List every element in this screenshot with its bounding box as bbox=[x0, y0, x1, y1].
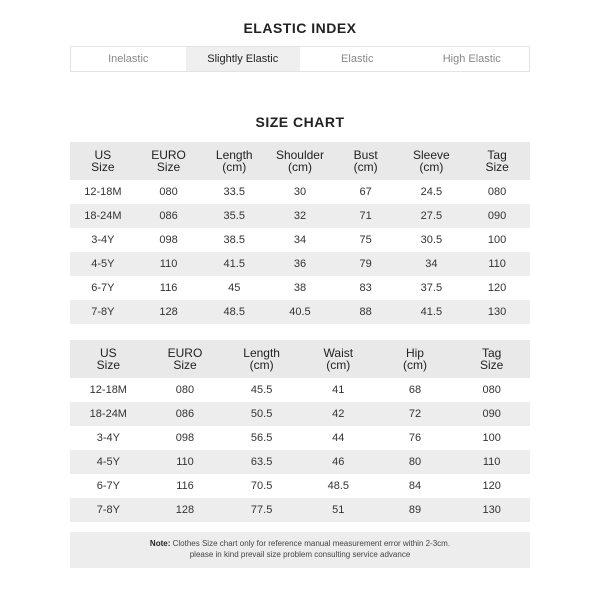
table-cell: 18-24M bbox=[84, 210, 122, 222]
table-cell: 80 bbox=[408, 456, 422, 468]
note-label: Note: bbox=[149, 539, 171, 548]
table-cell: 7-8Y bbox=[91, 306, 115, 318]
table-cell: 75 bbox=[359, 234, 372, 246]
table-cell: 45 bbox=[228, 282, 241, 294]
size-chart-title: SIZE CHART bbox=[255, 114, 345, 130]
column-header-line: Tag bbox=[481, 346, 502, 360]
column-header-line: Waist bbox=[323, 346, 354, 360]
table-cell: 30 bbox=[293, 186, 307, 198]
column-header-line: Size bbox=[479, 358, 504, 372]
table-cell: 41.5 bbox=[223, 258, 245, 270]
column-header-line: Hip bbox=[405, 346, 424, 360]
column-header-line: (cm) bbox=[249, 358, 274, 372]
column-header-line: (cm) bbox=[287, 160, 312, 174]
column-header bbox=[70, 142, 136, 180]
table-cell: 090 bbox=[487, 210, 507, 222]
table-cell: 34 bbox=[425, 258, 438, 270]
table-cell: 70.5 bbox=[250, 480, 273, 492]
table-cell: 24.5 bbox=[420, 186, 443, 198]
column-header-line: US bbox=[94, 148, 112, 162]
table-cell: 7-8Y bbox=[96, 504, 120, 516]
table-cell: 30.5 bbox=[420, 234, 443, 246]
note-text-1: Clothes Size chart only for reference manual measurement error within 2-3cm. bbox=[172, 539, 451, 548]
size-table-bottom bbox=[70, 340, 530, 522]
table-row bbox=[70, 180, 530, 204]
table-row bbox=[70, 402, 530, 426]
table-row bbox=[70, 474, 530, 498]
table-cell: 27.5 bbox=[420, 210, 443, 222]
table-row bbox=[70, 276, 530, 300]
table-row bbox=[70, 204, 530, 228]
table-row bbox=[70, 426, 530, 450]
table-cell: 130 bbox=[487, 306, 507, 318]
column-header-line: Size bbox=[173, 358, 197, 372]
table-cell: 18-24M bbox=[89, 408, 127, 420]
table-cell: 50.5 bbox=[250, 408, 273, 420]
column-header-line: (cm) bbox=[402, 358, 427, 372]
table-cell: 68 bbox=[408, 384, 422, 396]
table-cell: 40.5 bbox=[289, 306, 311, 318]
table-cell: 89 bbox=[408, 504, 422, 516]
table-cell: 34 bbox=[293, 234, 307, 246]
table-cell: 56.5 bbox=[250, 432, 273, 444]
column-header bbox=[464, 142, 530, 180]
table-cell: 41.5 bbox=[420, 306, 443, 318]
table-cell: 41 bbox=[332, 384, 345, 396]
column-header-line: Bust bbox=[353, 148, 378, 162]
note-line-1 bbox=[70, 538, 530, 549]
table-cell: 45.5 bbox=[250, 384, 273, 396]
table-cell: 51 bbox=[332, 504, 345, 516]
column-header bbox=[223, 340, 300, 378]
table-cell: 3-4Y bbox=[96, 432, 120, 444]
column-header-line: (cm) bbox=[326, 358, 351, 372]
table-cell: 48.5 bbox=[327, 480, 349, 492]
table-cell: 116 bbox=[159, 282, 178, 294]
column-header bbox=[70, 340, 147, 378]
note-line-2: please in kind prevail size problem consulting service advance bbox=[189, 550, 411, 559]
table-cell: 090 bbox=[482, 408, 501, 420]
table-cell: 67 bbox=[359, 186, 372, 198]
column-header-line: Size bbox=[156, 160, 181, 174]
table-cell: 080 bbox=[487, 186, 507, 198]
table-cell: 110 bbox=[488, 258, 506, 270]
column-header-line: (cm) bbox=[419, 160, 444, 174]
size-table-top bbox=[70, 142, 530, 324]
table-cell: 6-7Y bbox=[91, 282, 115, 294]
column-header-line: Size bbox=[96, 358, 120, 372]
table-cell: 84 bbox=[408, 480, 422, 492]
table-cell: 086 bbox=[159, 210, 178, 222]
table-cell: 6-7Y bbox=[96, 480, 120, 492]
table-cell: 080 bbox=[175, 384, 195, 396]
table-cell: 12-18M bbox=[84, 186, 122, 198]
table-cell: 76 bbox=[408, 432, 422, 444]
column-header bbox=[399, 142, 465, 180]
table-cell: 130 bbox=[482, 504, 501, 516]
column-header bbox=[136, 142, 202, 180]
table-cell: 116 bbox=[176, 480, 194, 492]
table-cell: 110 bbox=[176, 456, 194, 468]
column-header bbox=[267, 142, 333, 180]
table-cell: 35.5 bbox=[223, 210, 245, 222]
table-row bbox=[70, 300, 530, 324]
column-header-line: US bbox=[99, 346, 117, 360]
table-cell: 83 bbox=[359, 282, 372, 294]
table-cell: 72 bbox=[408, 408, 422, 420]
table-cell: 110 bbox=[159, 258, 178, 270]
column-header bbox=[453, 340, 530, 378]
column-header bbox=[147, 340, 224, 378]
table-row bbox=[70, 378, 530, 402]
table-cell: 32 bbox=[293, 210, 307, 222]
column-header bbox=[201, 142, 267, 180]
table-cell: 100 bbox=[482, 432, 501, 444]
note-box bbox=[70, 532, 530, 568]
column-header-line: Shoulder bbox=[275, 148, 324, 162]
column-header-line: Length bbox=[243, 346, 280, 360]
table-cell: 128 bbox=[175, 504, 195, 516]
table-cell: 098 bbox=[159, 234, 178, 246]
table-cell: 120 bbox=[482, 480, 501, 492]
elastic-index-title: ELASTIC INDEX bbox=[243, 20, 357, 36]
table-cell: 4-5Y bbox=[96, 456, 120, 468]
elastic-index-bar bbox=[70, 46, 530, 72]
table-cell: 44 bbox=[332, 432, 345, 444]
table-cell: 38.5 bbox=[223, 234, 245, 246]
table-cell: 48.5 bbox=[223, 306, 245, 318]
elastic-option-slightly-elastic: Slightly Elastic bbox=[186, 47, 301, 71]
column-header-line: EURO bbox=[151, 148, 186, 162]
table-cell: 37.5 bbox=[420, 282, 443, 294]
table-cell: 63.5 bbox=[250, 456, 273, 468]
column-header-line: Length bbox=[215, 148, 253, 162]
table-cell: 71 bbox=[359, 210, 372, 222]
table-cell: 086 bbox=[175, 408, 195, 420]
column-header bbox=[377, 340, 454, 378]
table-cell: 38 bbox=[293, 282, 307, 294]
table-cell: 88 bbox=[359, 306, 372, 318]
column-header-line: Size bbox=[91, 160, 115, 174]
elastic-option-inelastic: Inelastic bbox=[108, 53, 149, 65]
table-cell: 110 bbox=[482, 456, 501, 468]
table-cell: 128 bbox=[159, 306, 178, 318]
table-cell: 080 bbox=[159, 186, 178, 198]
table-cell: 77.5 bbox=[250, 504, 273, 516]
column-header-line: (cm) bbox=[353, 160, 378, 174]
column-header-line: Tag bbox=[487, 148, 507, 162]
table-row bbox=[70, 252, 530, 276]
table-cell: 120 bbox=[487, 282, 507, 294]
table-cell: 42 bbox=[332, 408, 345, 420]
table-cell: 79 bbox=[359, 258, 372, 270]
table-cell: 4-5Y bbox=[91, 258, 115, 270]
table-header-row bbox=[70, 340, 530, 378]
elastic-option-high-elastic: High Elastic bbox=[442, 53, 501, 65]
table-cell: 3-4Y bbox=[91, 234, 115, 246]
table-cell: 100 bbox=[487, 234, 507, 246]
column-header-line: (cm) bbox=[222, 160, 247, 174]
table-row bbox=[70, 450, 530, 474]
table-header-row bbox=[70, 142, 530, 180]
column-header-line: Sleeve bbox=[413, 148, 450, 162]
elastic-option-elastic: Elastic bbox=[341, 53, 374, 65]
table-cell: 12-18M bbox=[89, 384, 127, 396]
column-header bbox=[333, 142, 399, 180]
table-cell: 080 bbox=[482, 384, 501, 396]
table-cell: 098 bbox=[175, 432, 195, 444]
table-cell: 46 bbox=[332, 456, 345, 468]
column-header-line: Size bbox=[485, 160, 509, 174]
column-header-line: EURO bbox=[167, 346, 203, 360]
table-cell: 33.5 bbox=[223, 186, 245, 198]
column-header bbox=[300, 340, 377, 378]
table-row bbox=[70, 498, 530, 522]
table-row bbox=[70, 228, 530, 252]
table-cell: 36 bbox=[293, 258, 307, 270]
